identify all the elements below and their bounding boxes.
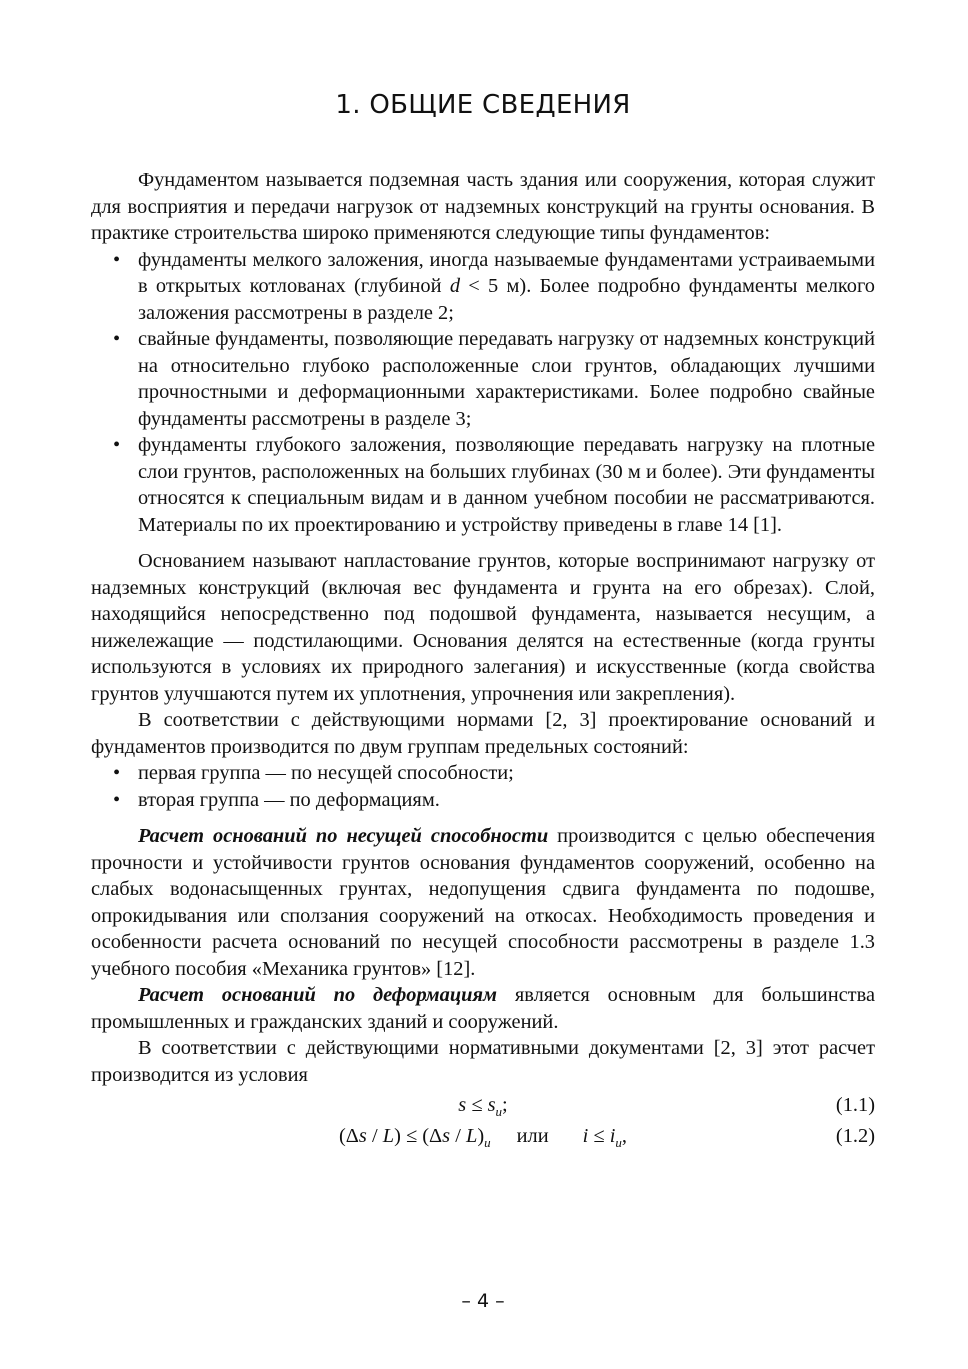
equation-1-2 [91,1123,875,1154]
list-item [91,247,875,327]
foundation-types-list [91,247,875,539]
capacity-heading: Расчет оснований по несущей способности [138,825,549,847]
equation-number: (1.2) [835,1125,875,1147]
equation-1-1 [91,1092,875,1123]
condition-paragraph: В соответствии с действующими нормативными документами [2, 3] этот расчет производится из условия [91,1037,875,1086]
item-text: первая группа — по несущей способности; [138,762,514,784]
section-title: 1. ОБЩИЕ СВЕДЕНИЯ [335,90,631,120]
variable-d: d [449,275,461,297]
item-text: фундаменты мелкого заложения, иногда называемые фундаментами устраиваемыми в открытых котлованах (глубиной [138,248,875,297]
list-item [91,326,875,432]
norms-paragraph: В соответствии с действующими нормами [2, 3] проектирование оснований и фундаментов производится по двум группам предельных состояний: [91,709,875,758]
item-text: < 5 м). Более подробно фундаменты мелкого заложения рассмотрены в разделе 2; [138,275,875,324]
page-body [91,167,875,1154]
basis-paragraph: Основанием называют напластование грунтов, которые воспринимают нагрузку от надземных конструкций (включая вес фундамента и грунта на его обрезах). Слой, находящийся непосредственно под подошвой фундамента, называется несущим, а нижележащие — подстилающими. Основания делятся на естественные (когда грунты используются в условиях их природного залегания) и искусственные (когда свойства грунтов улучшаются путем их уплотнения, упрочнения или закрепления). [91,550,875,705]
page-number: – 4 – [461,1290,505,1312]
item-text: вторая группа — по деформациям. [138,788,440,811]
equation-number: (1.1) [835,1094,875,1116]
limit-states-list [91,760,875,813]
deformation-paragraph [91,982,875,1035]
list-item [91,760,875,787]
intro-paragraph: Фундаментом называется подземная часть здания или сооружения, которая служит для восприятия и передачи нагрузок от надземных конструкций на грунты основания. В практике строительства широко применяются следующие типы фундаментов: [91,169,875,244]
bullet-icon: • [113,788,121,811]
item-text: фундаменты глубокого заложения, позволяющие передавать нагрузку на плотные слои грунтов, расположенных на больших глубинах (30 м и более). Эти фундаменты относятся к специальным видам и в данном учебном пособии не рассматриваются. Материалы по их проектированию и устройству приведены в главе 14 [1]. [138,434,875,536]
bullet-icon: • [113,434,121,456]
bullet-icon: • [113,248,121,271]
equation-expression: $(\Delta s / L) \le (\Delta s / L)_u$ или $i \le i_u$, [339,1125,627,1151]
paragraph-text: производится с целью обеспечения прочности и устойчивости грунтов основания фундаментов сооружений, особенно на слабых водонасыщенных грунтах, недопущения сдвига фундамента по подошве, опрокидывания или сползания сооружений на откосах. Необходимость проведения и особенности расчета оснований по несущей способности рассмотрены в разделе 1.3 учебного пособия «Механика грунтов» [12]. [91,825,875,980]
deformation-heading: Расчет оснований по деформациям [138,984,497,1006]
bullet-icon: • [113,762,121,784]
bullet-icon: • [113,328,121,350]
list-item [91,787,875,814]
equation-expression: $s \le s_u$; [458,1094,508,1120]
item-text: свайные фундаменты, позволяющие передавать нагрузку от надземных конструкций на относительно глубоко расположенные слои грунтов, обладающих лучшими прочностными и деформационными характеристиками. Более подробно свайные фундаменты рассмотрены в разделе 3; [138,328,875,430]
paragraph-text: является основным для большинства промышленных и гражданских зданий и сооружений. [91,984,875,1033]
list-item [91,432,875,538]
capacity-paragraph [91,823,875,982]
